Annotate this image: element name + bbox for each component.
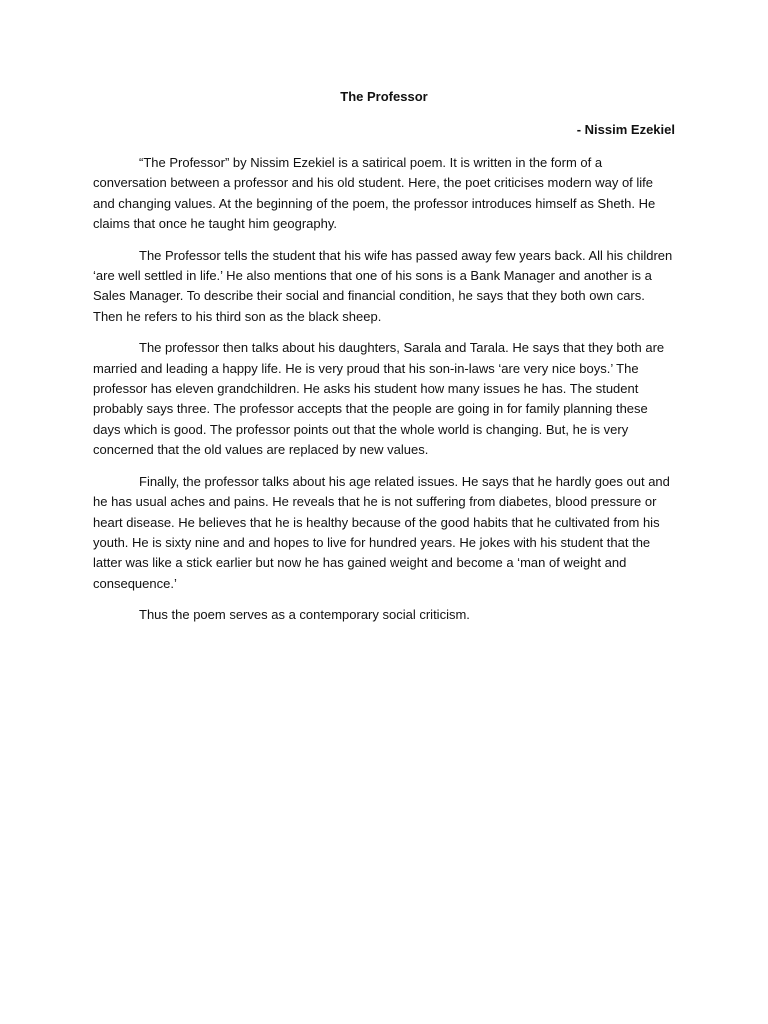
paragraph-3: The professor then talks about his daughters, Sarala and Tarala. He says that they both are married and leading a happy life. He is very proud that his son-in-laws ‘are very nice boys.’ The professor has eleven grandchildren. He asks his student how many issues he has. The student probably says three. The professor accepts that the people are going in for family planning these days which is good. The professor points out that the whole world is changing. But, he is very concerned that the old values are replaced by new values. [93,340,665,458]
document-title: The Professor [340,89,428,104]
paragraph-1: “The Professor” by Nissim Ezekiel is a satirical poem. It is written in the form of a conversation between a professor and his old student. Here, the poet criticises modern way of life and changing values. At the beginning of the poem, the professor introduces himself as Sheth. He claims that once he taught him geography. [93,155,656,232]
document-body [93,153,676,637]
paragraph-4: Finally, the professor talks about his age related issues. He says that he hardly goes out and he has usual aches and pains. He reveals that he is not suffering from diabetes, blood pressure or heart disease. He believes that he is healthy because of the good habits that he cultivated from his youth. He is sixty nine and and hopes to live for hundred years. He jokes with his student that the latter was like a stick earlier but now he has gained weight and become a ‘man of weight and consequence.’ [93,473,670,591]
paragraph-2: The Professor tells the student that his wife has passed away few years back. All his children ‘are well settled in life.’ He also mentions that one of his sons is a Bank Manager and another is a Sales Manager. To describe their social and financial condition, he says that they both own cars. Then he refers to his third son as the black sheep. [93,247,673,324]
document-author: - Nissim Ezekiel [576,122,675,137]
paragraph-5: Thus the poem serves as a contemporary social criticism. [139,607,470,623]
